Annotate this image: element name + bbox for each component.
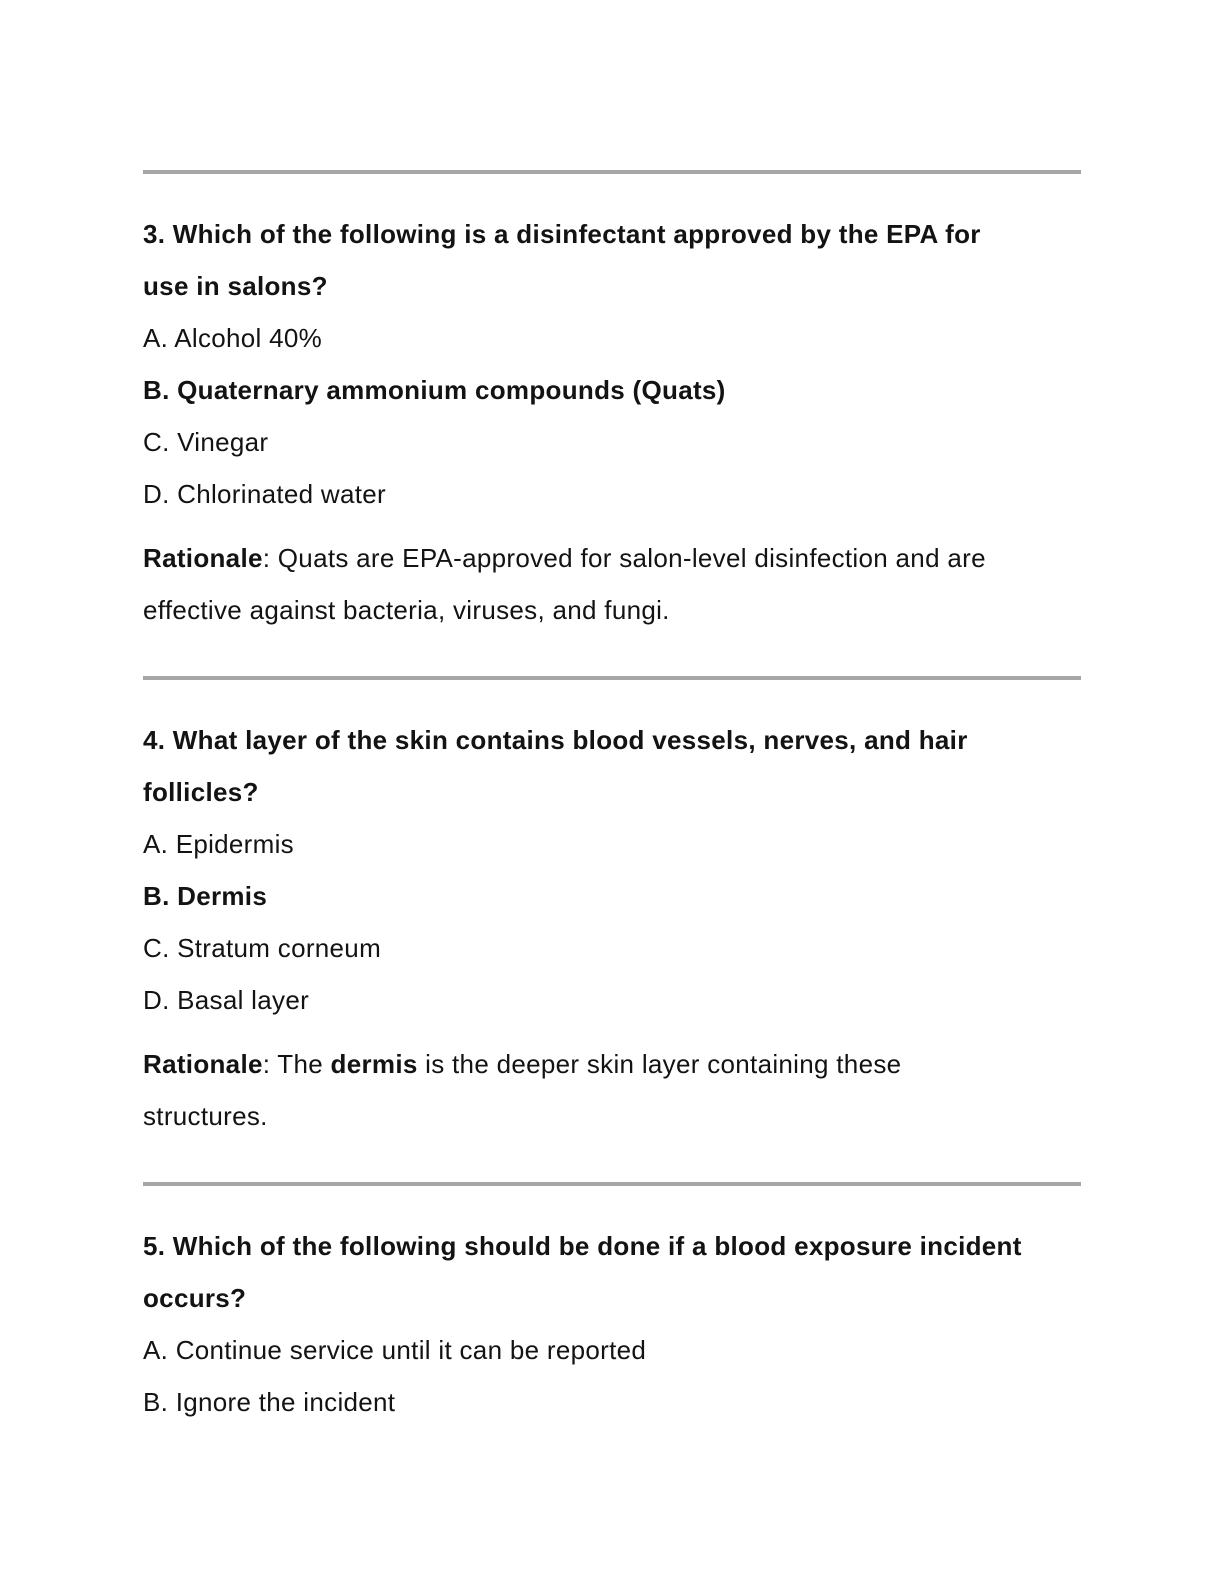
question-4-options xyxy=(143,818,1081,1026)
rationale-text: : The xyxy=(262,1049,331,1079)
rationale-line xyxy=(143,584,1081,636)
answer-option-c: C. Vinegar xyxy=(143,427,269,457)
answer-option-b: B. Ignore the incident xyxy=(143,1387,396,1417)
answer-option-d: D. Chlorinated water xyxy=(143,479,386,509)
question-title-line: 5. Which of the following should be done if a blood exposure incident xyxy=(143,1231,1022,1261)
question-3-rationale xyxy=(143,532,1081,636)
question-4-title xyxy=(143,714,1081,818)
answer-option-a: A. Epidermis xyxy=(143,829,294,859)
question-title-line: occurs? xyxy=(143,1283,247,1313)
question-5-options xyxy=(143,1324,1081,1428)
rationale-text: is the deeper skin layer containing these xyxy=(417,1049,902,1079)
rationale-bold-term: dermis xyxy=(330,1049,418,1079)
rationale-text: effective against bacteria, viruses, and fungi. xyxy=(143,595,670,625)
section-divider xyxy=(143,1182,1081,1186)
section-divider xyxy=(143,170,1081,174)
rationale-label: Rationale xyxy=(143,543,263,573)
rationale-text: structures. xyxy=(143,1101,268,1131)
question-title-line: 3. Which of the following is a disinfectant approved by the EPA for xyxy=(143,219,981,249)
answer-option-a: A. Alcohol 40% xyxy=(143,323,323,353)
section-divider xyxy=(143,676,1081,680)
rationale-label: Rationale xyxy=(143,1049,263,1079)
answer-option-b-correct: B. Dermis xyxy=(143,881,268,911)
question-title-line: use in salons? xyxy=(143,271,328,301)
answer-option-a: A. Continue service until it can be reported xyxy=(143,1335,647,1365)
question-5-title xyxy=(143,1220,1081,1324)
rationale-line xyxy=(143,532,1081,584)
rationale-line xyxy=(143,1090,1081,1142)
question-3-title xyxy=(143,208,1081,312)
answer-option-d: D. Basal layer xyxy=(143,985,310,1015)
question-3-section xyxy=(143,170,1081,636)
answer-option-c: C. Stratum corneum xyxy=(143,933,382,963)
question-4-rationale xyxy=(143,1038,1081,1142)
question-title-line: follicles? xyxy=(143,777,259,807)
rationale-text: : Quats are EPA-approved for salon-level disinfection and are xyxy=(262,543,986,573)
question-4-section xyxy=(143,676,1081,1142)
rationale-line xyxy=(143,1038,1081,1090)
question-3-options xyxy=(143,312,1081,520)
answer-option-b-correct: B. Quaternary ammonium compounds (Quats) xyxy=(143,375,726,405)
question-5-section xyxy=(143,1182,1081,1428)
question-title-line: 4. What layer of the skin contains blood vessels, nerves, and hair xyxy=(143,725,968,755)
